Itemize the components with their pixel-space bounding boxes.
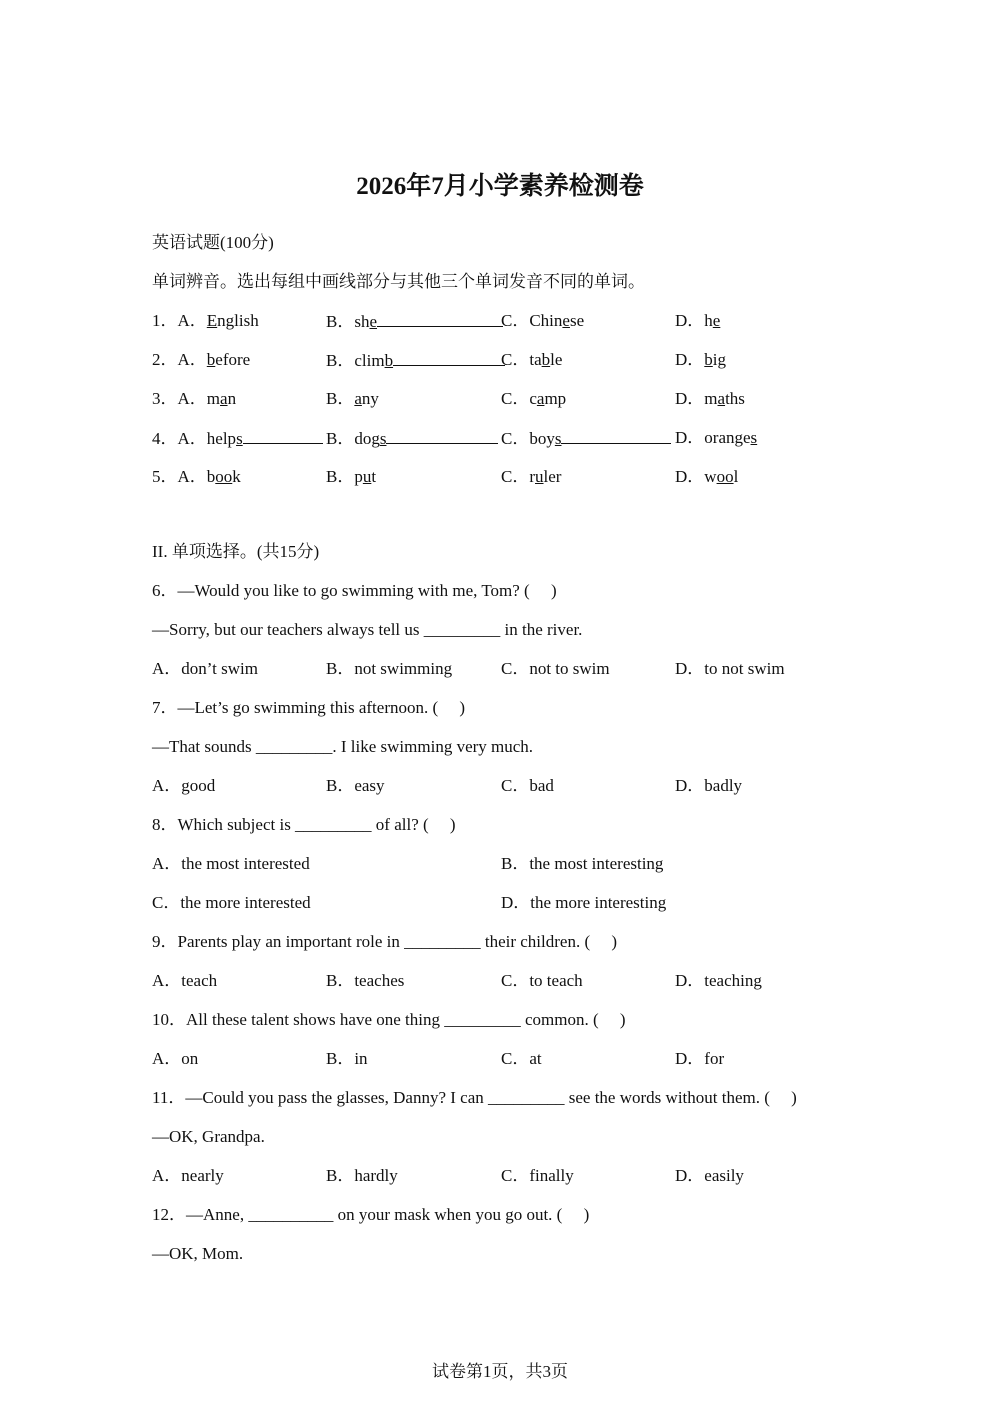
underlined-part: a <box>536 389 545 408</box>
option-letter: C． <box>501 311 530 330</box>
question-number: 1． <box>152 311 178 330</box>
underlined-part: a <box>717 389 726 408</box>
q9-options <box>152 970 852 992</box>
q2-option-c[interactable] <box>501 349 562 371</box>
underlined-part: b <box>704 350 713 369</box>
q7-option-b[interactable]: B．easy <box>326 776 385 795</box>
question-number: 2． <box>152 350 178 369</box>
answer-blank-line <box>561 427 671 444</box>
q9-option-a[interactable]: A．teach <box>152 971 218 990</box>
word-part: se <box>569 311 585 330</box>
phonics-row <box>152 427 852 449</box>
underlined-part: b <box>541 350 551 369</box>
option-letter: C． <box>501 389 530 408</box>
answer-blank-line <box>377 310 503 327</box>
q8-options-row2 <box>152 892 852 914</box>
question-number: 4． <box>152 429 178 448</box>
word-part: ler <box>543 467 562 486</box>
q5-option-b[interactable] <box>326 466 376 488</box>
q9-option-c[interactable]: C．to teach <box>501 971 583 990</box>
underlined-part: e <box>712 311 721 330</box>
q11-options <box>152 1165 852 1187</box>
underlined-part: e <box>369 312 378 331</box>
option-letter: C． <box>501 467 530 486</box>
q6-option-b[interactable]: B．not swimming <box>326 659 453 678</box>
word-part: t <box>371 467 377 486</box>
q11-option-a[interactable]: A．nearly <box>152 1166 224 1185</box>
option-letter: B． <box>326 467 355 486</box>
underlined-part: a <box>354 389 362 408</box>
answer-blank-line <box>386 427 498 444</box>
option-letter: B． <box>326 312 355 331</box>
q11-option-d[interactable]: D．easily <box>675 1166 744 1185</box>
word-part: c <box>529 389 537 408</box>
q5-option-a[interactable] <box>152 466 241 488</box>
option-letter: B． <box>326 389 355 408</box>
q4-option-b[interactable] <box>326 427 498 450</box>
q7-stem: 7．—Let’s go swimming this afternoon. ( ) <box>152 698 466 717</box>
q3-option-d[interactable] <box>675 388 745 410</box>
q6-reply: —Sorry, but our teachers always tell us _________ in the river. <box>152 620 583 639</box>
q4-option-d[interactable] <box>675 427 757 449</box>
question-number: 3． <box>152 389 178 408</box>
word-part: sh <box>354 312 370 331</box>
phonics-row <box>152 310 852 332</box>
underlined-part: E <box>206 311 218 330</box>
q7-option-c[interactable]: C．bad <box>501 776 554 795</box>
q10-option-a[interactable]: A．on <box>152 1049 199 1068</box>
q10-stem: 10．All these talent shows have one thing _________ common. ( ) <box>152 1010 626 1029</box>
q1-option-d[interactable] <box>675 310 720 332</box>
q11-reply: —OK, Grandpa. <box>152 1127 265 1146</box>
q1-option-c[interactable] <box>501 310 584 332</box>
q3-option-a[interactable] <box>152 388 236 410</box>
word-part: dog <box>354 429 380 448</box>
q3-option-c[interactable] <box>501 388 566 410</box>
q11-option-c[interactable]: C．finally <box>501 1166 574 1185</box>
q8-option-a[interactable]: A．the most interested <box>152 854 310 873</box>
option-letter: C． <box>501 350 530 369</box>
option-letter: D． <box>675 467 705 486</box>
q4-option-c[interactable] <box>501 427 671 450</box>
word-part: k <box>232 467 241 486</box>
option-letter: A． <box>177 350 207 369</box>
answer-blank-line <box>243 427 323 444</box>
q5-option-d[interactable] <box>675 466 738 488</box>
q6-options <box>152 658 852 680</box>
section1-instruction: 单词辨音。选出每组中画线部分与其他三个单词发音不同的单词。 <box>152 272 645 291</box>
option-letter: B． <box>326 351 355 370</box>
option-letter: A． <box>177 467 207 486</box>
q5-option-c[interactable] <box>501 466 561 488</box>
q10-option-d[interactable]: D．for <box>675 1049 725 1068</box>
q7-option-d[interactable]: D．badly <box>675 776 743 795</box>
q8-option-b[interactable]: B．the most interesting <box>501 854 664 873</box>
word-part: m <box>206 389 221 408</box>
word-part: n <box>227 389 237 408</box>
subtitle: 英语试题(100分) <box>152 233 274 252</box>
q6-option-c[interactable]: C．not to swim <box>501 659 610 678</box>
underlined-part: oo <box>215 467 233 486</box>
q2-option-a[interactable] <box>152 349 250 371</box>
phonics-row <box>152 388 852 410</box>
word-part: nglish <box>217 311 259 330</box>
q2-option-b[interactable] <box>326 349 505 372</box>
q8-option-c[interactable]: C．the more interested <box>152 893 311 912</box>
q11-stem: 11．—Could you pass the glasses, Danny? I can _________ see the words without them. ( ) <box>152 1088 797 1107</box>
question-number: 5． <box>152 467 178 486</box>
q10-options <box>152 1048 852 1070</box>
option-letter: D． <box>675 311 705 330</box>
answer-blank-line <box>393 349 505 366</box>
underlined-part: s <box>236 429 243 448</box>
q3-option-b[interactable] <box>326 388 379 410</box>
section2-heading: II. 单项选择。(共15分) <box>152 542 320 561</box>
q6-option-d[interactable]: D．to not swim <box>675 659 785 678</box>
word-part: Chin <box>529 311 563 330</box>
underlined-part: s <box>379 429 387 448</box>
q2-option-d[interactable] <box>675 349 726 371</box>
word-part: orange <box>704 428 751 447</box>
q12-stem: 12．—Anne, __________ on your mask when you go out. ( ) <box>152 1205 590 1224</box>
q10-option-b[interactable]: B．in <box>326 1049 368 1068</box>
word-part: mp <box>544 389 567 408</box>
underlined-part: oo <box>716 467 734 486</box>
option-letter: B． <box>326 429 355 448</box>
q1-option-b[interactable] <box>326 310 503 333</box>
word-part: help <box>206 429 237 448</box>
q6-option-a[interactable]: A．don’t swim <box>152 659 258 678</box>
word-part: ny <box>361 389 379 408</box>
option-letter: A． <box>177 429 207 448</box>
underlined-part: s <box>554 429 562 448</box>
q8-stem: 8．Which subject is _________ of all? ( ) <box>152 815 456 834</box>
option-letter: D． <box>675 389 705 408</box>
q9-option-d[interactable]: D．teaching <box>675 971 762 990</box>
q11-option-b[interactable]: B．hardly <box>326 1166 398 1185</box>
q9-stem: 9．Parents play an important role in _________ their children. ( ) <box>152 932 618 951</box>
word-part: efore <box>215 350 251 369</box>
option-letter: D． <box>675 350 705 369</box>
word-part: boy <box>529 429 555 448</box>
option-letter: C． <box>501 429 530 448</box>
q8-option-d[interactable]: D．the more interesting <box>501 893 667 912</box>
option-letter: D． <box>675 428 705 447</box>
q1-option-a[interactable] <box>152 310 259 332</box>
word-part: clim <box>354 351 385 370</box>
word-part: ig <box>712 350 727 369</box>
q7-option-a[interactable]: A．good <box>152 776 216 795</box>
q7-reply: —That sounds _________. I like swimming very much. <box>152 737 534 756</box>
q12-reply: —OK, Mom. <box>152 1244 244 1263</box>
underlined-part: e <box>562 311 570 330</box>
q6-stem: 6．—Would you like to go swimming with me, Tom? ( ) <box>152 581 557 600</box>
word-part: le <box>550 350 563 369</box>
underlined-part: s <box>750 428 758 447</box>
option-letter: A． <box>177 311 207 330</box>
q7-options <box>152 775 852 797</box>
page-title: 2026年7月小学素养检测卷 <box>356 173 644 200</box>
underlined-part: b <box>206 350 216 369</box>
word-part: l <box>733 467 739 486</box>
word-part: h <box>704 311 713 330</box>
q8-options-row1 <box>152 853 852 875</box>
phonics-row <box>152 466 852 488</box>
page-footer: 试卷第1页，共3页 <box>432 1362 568 1381</box>
word-part: ths <box>725 389 745 408</box>
word-part: m <box>704 389 718 408</box>
word-part: r <box>529 467 536 486</box>
word-part: w <box>704 467 717 486</box>
q10-option-c[interactable]: C．at <box>501 1049 542 1068</box>
underlined-part: u <box>535 467 544 486</box>
phonics-row <box>152 349 852 371</box>
option-letter: A． <box>177 389 207 408</box>
q4-option-a[interactable] <box>152 427 323 450</box>
underlined-part: b <box>384 351 394 370</box>
underlined-part: u <box>362 467 372 486</box>
word-part: ta <box>529 350 542 369</box>
word-part: p <box>354 467 363 486</box>
word-part: b <box>206 467 216 486</box>
q9-option-b[interactable]: B．teaches <box>326 971 405 990</box>
underlined-part: a <box>220 389 228 408</box>
